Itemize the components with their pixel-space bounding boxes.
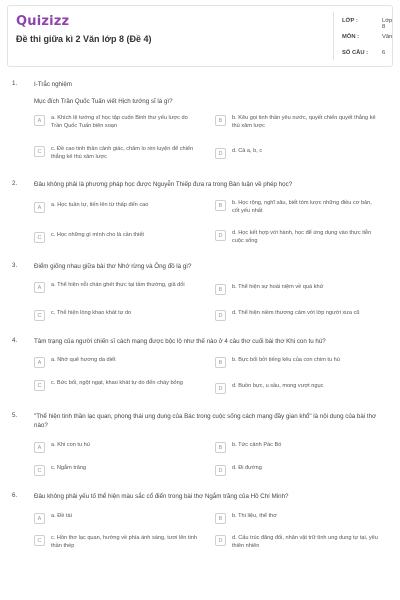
question-text: Mục đích Trần Quốc Tuấn viết Hịch tướng sĩ là gì? [34, 98, 173, 105]
option-text: b. Tức cảnh Pác Bó [232, 442, 282, 448]
meta-key: LỚP : [342, 18, 358, 24]
option-letter: D [215, 535, 226, 546]
option-text: a. Thể hiện nỗi chán ghét thực tại tầm thường, giả dối [51, 282, 185, 288]
option-letter: A [34, 513, 45, 524]
option-letter: D [215, 148, 226, 159]
worksheet-header [7, 5, 393, 67]
option-letter: B [215, 115, 226, 126]
question-number: 5. [12, 412, 18, 419]
option-text: c. Bức bối, ngột ngạt, khao khát tự do đến cháy bỏng [51, 380, 183, 386]
option-letter: C [34, 232, 45, 243]
option-text: a. Khi con tu hú [51, 442, 90, 448]
question-number: 1. [12, 80, 18, 87]
option-text: c. Hồn thơ lạc quan, hướng về phía ánh sáng, tươi lên tinh thần thép [51, 535, 197, 549]
option-text: c. Ngắm trăng [51, 465, 87, 471]
option-text: b. Kêu gọi tinh thần yêu nước, quyết chiến quyết thắng kẻ thù xâm lược [232, 115, 376, 129]
meta-value: Văn [382, 34, 393, 40]
option-letter: D [215, 230, 226, 241]
option-text: d. Thể hiện niềm thương cảm với lớp người xưa cũ [232, 310, 360, 316]
option-text: a. Nhớ quê hương da diết [51, 357, 116, 363]
option-letter: C [34, 146, 45, 157]
meta-key: SỐ CÂU : [342, 50, 369, 56]
option-letter: B [215, 200, 226, 211]
option-text: a. Học tuần tự, tiến lên từ thấp đến cao [51, 202, 149, 208]
option-text: c. Học những gì mình cho là cần thiết [51, 232, 144, 238]
option-text: b. Thi liệu, thể thơ [232, 513, 277, 519]
meta-value: 6 [382, 50, 386, 56]
option-letter: D [215, 383, 226, 394]
option-letter: A [34, 357, 45, 368]
meta-key: MÔN : [342, 34, 360, 40]
page-title: Đề thi giữa kì 2 Văn lớp 8 (Đề 4) [16, 34, 152, 44]
quizizz-logo: Quizizz [16, 14, 70, 29]
option-text: d. Buồn bực, u sầu, mong vượt ngục [232, 383, 324, 389]
option-letter: A [34, 115, 45, 126]
option-text: b. Thể hiện sự hoài niệm về quá khứ [232, 284, 324, 290]
question-text: Điểm giống nhau giữa bài thơ Nhớ rừng và Ông đồ là gì? [34, 263, 192, 270]
option-text: d. Đi đường [232, 465, 262, 471]
question-heading: I-Trắc nghiệm [34, 81, 72, 88]
question-number: 2. [12, 180, 18, 187]
meta-value: Lớp 8 [382, 18, 393, 30]
question-number: 6. [12, 492, 18, 499]
option-letter: A [34, 282, 45, 293]
option-text: a. Khích lệ tướng sĩ học tập cuốn Binh thư yếu lược do Trần Quốc Tuấn biên soạn [51, 115, 188, 129]
option-letter: C [34, 380, 45, 391]
option-letter: B [215, 442, 226, 453]
option-text: d. Cấu trúc đăng đối, nhân vật trữ tình ung dung tự tại, yêu thiên nhiên [232, 535, 378, 549]
question-number: 3. [12, 262, 18, 269]
option-text: b. Bực bối bởi tiếng kêu của con chim tu hú [232, 357, 340, 363]
option-text: b. Học rộng, nghĩ sâu, biết tóm lược những điều cơ bản, cốt yếu nhất [232, 200, 372, 214]
option-text: c. Đề cao tinh thần cảnh giác, chăm lo rèn luyện để chiến thắng kẻ thù xâm lược [51, 146, 194, 160]
question-text: Tâm trạng của người chiến sĩ cách mạng được bộc lộ như thế nào ở 4 câu thơ cuối bài thơ Khi con tu hú? [34, 338, 326, 345]
question-text: Đâu không phải là phương pháp học được Nguyễn Thiếp đưa ra trong Bàn luận về phép học? [34, 181, 293, 188]
option-letter: A [34, 202, 45, 213]
option-letter: C [34, 310, 45, 321]
option-letter: D [215, 310, 226, 321]
question-text: Đâu không phải yếu tố thể hiện màu sắc cổ điển trong bài thơ Ngắm trăng của Hồ Chí Minh? [34, 493, 289, 500]
option-text: d. Học kết hợp với hành, học để ứng dụng vào thực tiễn cuộc sống [232, 230, 372, 244]
option-text: d. Cả a, b, c [232, 148, 263, 154]
option-letter: C [34, 535, 45, 546]
option-letter: D [215, 465, 226, 476]
option-letter: B [215, 513, 226, 524]
option-letter: B [215, 357, 226, 368]
option-text: c. Thể hiện lòng khao khát tự do [51, 310, 132, 316]
option-text: a. Đề tài [51, 513, 72, 519]
question-number: 4. [12, 337, 18, 344]
meta-panel [333, 12, 394, 60]
option-letter: B [215, 284, 226, 295]
question-text: "Thể hiện tinh thần lạc quan, phong thái ung dung của Bác trong cuộc sống cách mạng đầy gian khổ" là nội dung của bài thơ nào? [34, 413, 377, 429]
option-letter: A [34, 442, 45, 453]
option-letter: C [34, 465, 45, 476]
